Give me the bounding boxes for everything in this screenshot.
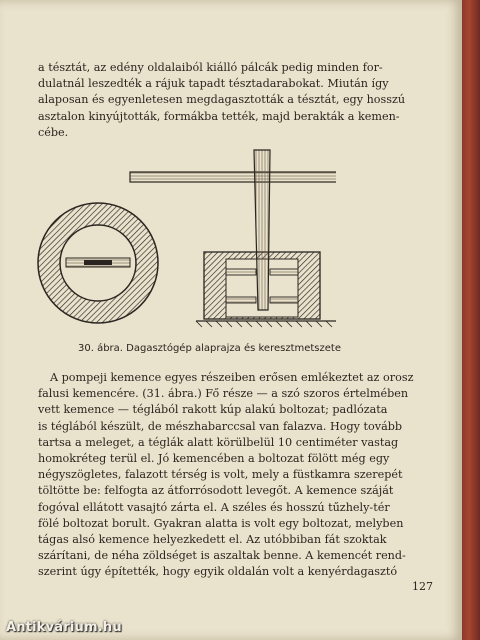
text-line: töltötte be: felfogta az átforrósodott levegőt. A kemence száját <box>38 484 394 498</box>
text-line: asztalon kinyújtották, formákba tették, majd berakták a kemen- <box>38 109 400 123</box>
watermark: Antikvárium.hu <box>6 620 122 635</box>
text-line: cébe. <box>38 125 69 139</box>
kneading-machine-figure <box>36 145 336 340</box>
text-line: szerint úgy építették, hogy egyik oldalán volt a kenyérdagasztó <box>38 565 398 579</box>
cross-section <box>130 150 336 327</box>
text-line: a tésztát, az edény oldalaiból kiálló pálcák pedig minden for- <box>38 61 383 74</box>
text-line: fogóval ellátott vasajtó zárta el. A széles és hosszú tűzhely-tér <box>38 500 390 514</box>
book-spine-edge <box>462 0 480 640</box>
figure-caption: 30. ábra. Dagasztógép alaprajza és keresztmetszete <box>78 343 341 354</box>
text-line: vett kemence — téglából rakott kúp alakú boltozat; padlózata <box>38 403 388 417</box>
text-line: alaposan és egyenletesen megdagasztották a tésztát, egy hosszú <box>38 93 406 107</box>
text-line: fölé boltozat borult. Gyakran alatta is volt egy boltozat, melyben <box>38 516 404 530</box>
text-line: tágas alsó kemence helyezkedett el. Az utóbbiban fát szoktak <box>38 533 387 547</box>
page-number: 127 <box>412 580 433 593</box>
text-line: falusi kemencére. (31. ábra.) Fő része — a szó szoros értelmében <box>38 387 409 401</box>
text-line: szárítani, de néha zöldséget is aszaltak benne. A kemencét rend- <box>38 549 406 563</box>
paragraph-top <box>38 60 436 141</box>
text-line: A pompeji kemence egyes részeiben erősen emlékeztet az orosz <box>50 371 414 384</box>
text-line: négyszögletes, falazott térség is volt, mely a füstkamra szerepét <box>38 468 403 482</box>
text-line: is téglából készült, de mészhabarccsal van falazva. Hogy tovább <box>38 419 403 433</box>
text-line: tartsa a meleget, a téglák alatt körülbelül 10 centiméter vastag <box>38 435 399 449</box>
paragraph-bottom <box>38 370 436 581</box>
text-line: homokréteg terül el. Jó kemencében a boltozat fölött még egy <box>38 452 390 466</box>
floor-plan-ring <box>38 203 158 323</box>
text-line: dulatnál leszedték a rájuk tapadt tésztadarabokat. Miután így <box>38 77 389 91</box>
